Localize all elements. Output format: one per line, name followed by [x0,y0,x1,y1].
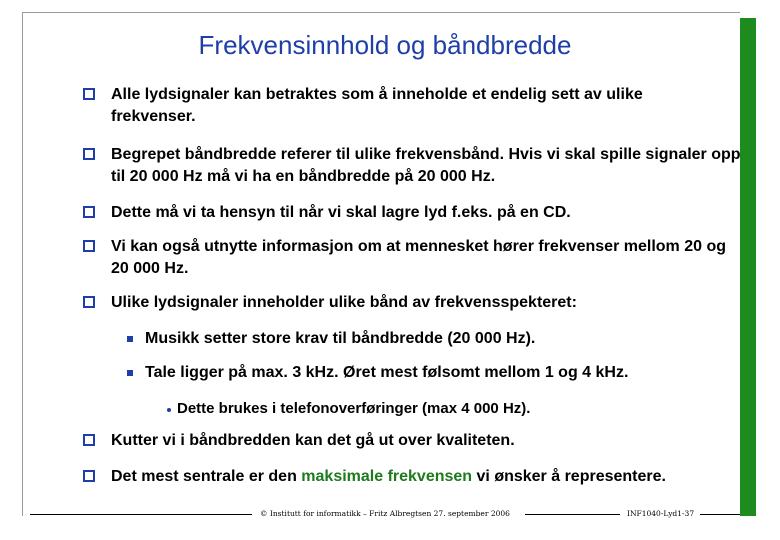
bullet-text-before: Det mest sentrale er den [111,468,302,485]
bullet-text: Alle lydsignaler kan betraktes som å inneholde et endelig sett av ulike frekvenser. [111,86,643,125]
slide-frame-left [22,12,23,516]
bullet-1 [80,84,731,128]
sub-bullet-text: Musikk setter store krav til båndbredde (20 000 Hz). [145,330,536,347]
bullet-7 [80,466,671,488]
checkbox-bullet-icon [83,88,95,100]
checkbox-bullet-icon [83,296,95,308]
footer-rule-left [30,514,252,515]
slide-frame-top [22,12,740,13]
bullet-5 [80,292,741,314]
bullet-text: Begrepet båndbredde referer til ulike frekvensbånd. Hvis vi skal spille signaler opp til 20 000 Hz må vi ha en båndbredde på 20 000 Hz. [111,146,741,185]
bullet-3 [80,202,741,224]
square-bullet-icon [127,370,133,376]
footer-page-number: INF1040-Lyd1-37 [627,509,695,518]
slide-title: Frekvensinnhold og båndbredde [198,30,572,60]
bullet-text: Kutter vi i båndbredden kan det gå ut over kvaliteten. [111,432,515,449]
footer-rule-right [700,514,740,515]
checkbox-bullet-icon [83,240,95,252]
checkbox-bullet-icon [83,148,95,160]
dot-bullet-icon [167,408,171,412]
sub-bullet-1 [80,328,765,350]
bullet-6 [80,430,731,452]
square-bullet-icon [127,336,133,342]
checkbox-bullet-icon [83,434,95,446]
checkbox-bullet-icon [83,470,95,482]
sub-sub-bullet [80,398,780,420]
highlighted-term: maksimale frekvensen [301,468,473,485]
sub-bullet-2 [80,362,780,384]
bullet-text-after: vi ønsker å representere. [472,468,666,485]
slide-footer [30,507,730,521]
bullet-text: Vi kan også utnytte informasjon om at mennesket hører frekvenser mellom 20 og 20 000 Hz. [111,238,726,277]
bullet-text: Ulike lydsignaler inneholder ulike bånd av frekvensspekteret: [111,294,577,311]
sub-sub-bullet-text: Dette brukes i telefonoverføringer (max 4 000 Hz). [177,400,531,417]
bullet-text: Dette må vi ta hensyn til når vi skal lagre lyd f.eks. på en CD. [111,204,571,221]
checkbox-bullet-icon [83,206,95,218]
bullet-2 [80,144,741,188]
footer-rule-middle [525,514,620,515]
footer-credit: © Institutt for informatikk – Fritz Albregtsen 27. september 2006 [260,509,510,518]
accent-bar [740,18,756,516]
bullet-4 [80,236,731,280]
sub-bullet-text: Tale ligger på max. 3 kHz. Øret mest følsomt mellom 1 og 4 kHz. [145,364,629,381]
